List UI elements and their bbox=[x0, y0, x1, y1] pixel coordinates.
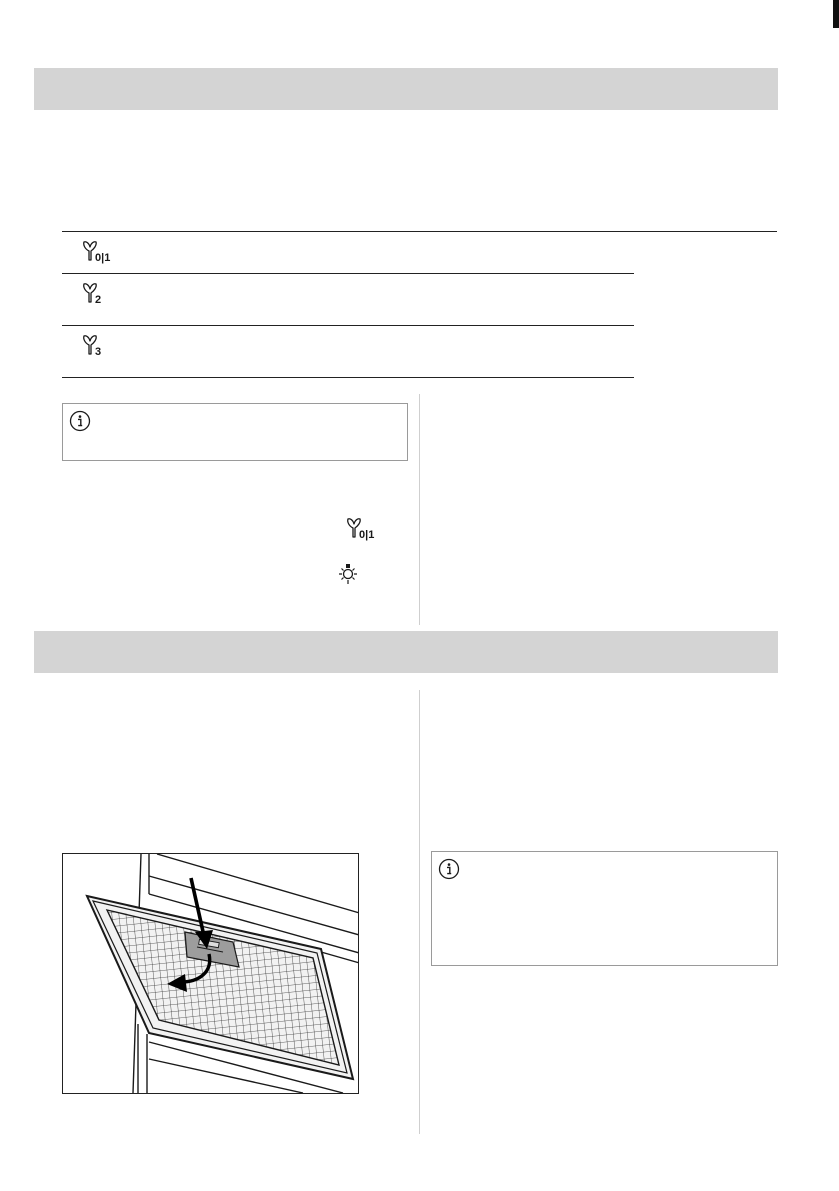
page-corner-mark bbox=[833, 0, 839, 28]
care-section-header bbox=[34, 631, 778, 673]
info-note-box bbox=[62, 403, 408, 461]
info-icon bbox=[69, 410, 91, 432]
table-row-rule bbox=[62, 325, 634, 326]
grease-filter bbox=[87, 896, 353, 1079]
fan-speed-2-icon bbox=[82, 282, 122, 306]
fan-speed-0-1-icon bbox=[346, 517, 386, 541]
info-icon bbox=[438, 858, 460, 880]
fan-speed-0-1-icon bbox=[82, 240, 122, 264]
column-divider bbox=[419, 690, 420, 1134]
fan-speed-label: 3 bbox=[95, 346, 102, 358]
table-row-rule bbox=[62, 273, 634, 274]
grease-filter-removal-illustration bbox=[63, 854, 358, 1093]
fan-speed-label: 0|1 bbox=[359, 529, 375, 541]
table-bottom-rule bbox=[62, 377, 634, 378]
column-divider bbox=[419, 394, 420, 625]
fan-speed-label: 0|1 bbox=[95, 252, 111, 264]
light-bulb-icon bbox=[336, 562, 360, 586]
grease-filter-figure bbox=[62, 853, 359, 1094]
operation-section-header bbox=[34, 68, 778, 110]
info-note-box bbox=[431, 851, 778, 966]
table-top-rule bbox=[62, 231, 777, 232]
fan-speed-label: 2 bbox=[95, 294, 102, 306]
fan-speed-3-icon bbox=[82, 334, 122, 358]
